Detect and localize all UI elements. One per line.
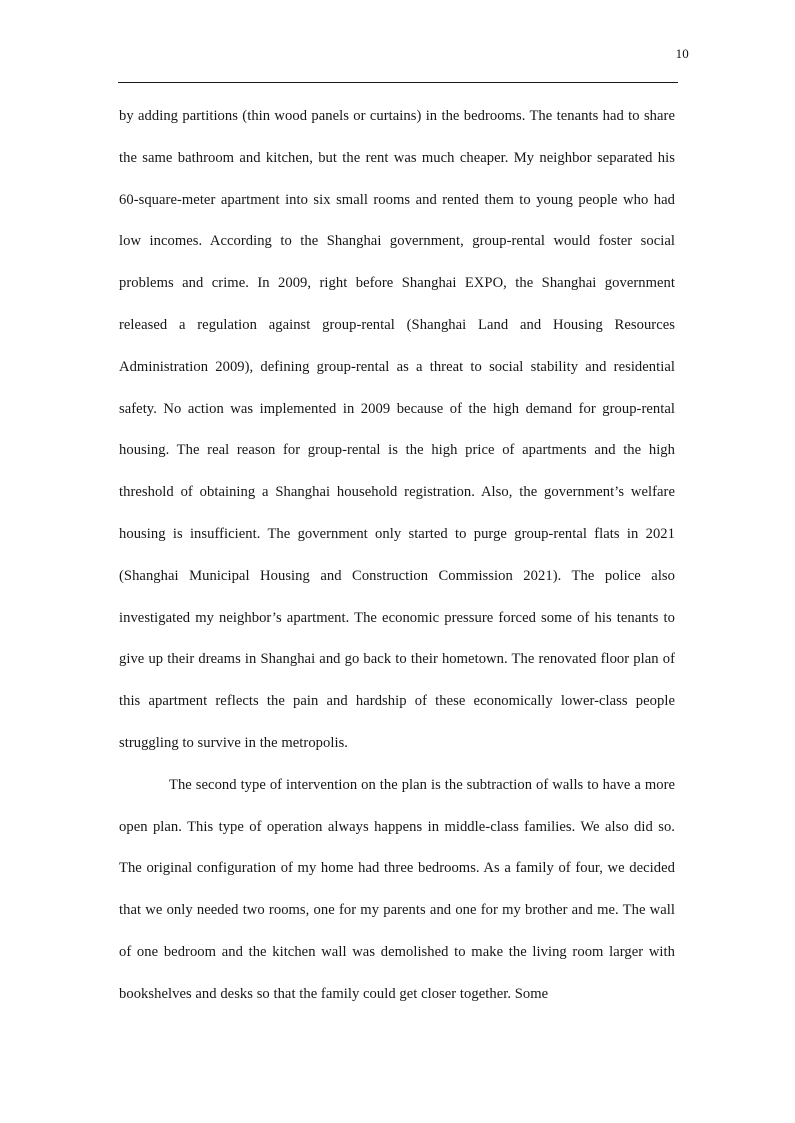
page-number: 10: [675, 46, 689, 61]
paragraph: by adding partitions (thin wood panels or curtains) in the bedrooms. The tenants had to share the same bathroom and kitchen, but the rent was much cheaper. My neighbor separated his 60-square-meter apartment into six small rooms and rented them to young people who had low incomes. According to the Shanghai government, group-rental would foster social problems and crime. In 2009, right before Shanghai EXPO, the Shanghai government released a regulation against group-rental (Shanghai Land and Housing Resources Administration 2009), defining group-rental as a threat to social stability and residential safety. No action was implemented in 2009 because of the high demand for group-rental housing. The real reason for group-rental is the high price of apartments and the high threshold of obtaining a Shanghai household registration. Also, the government’s welfare housing is insufficient. The government only started to purge group-rental flats in 2021 (Shanghai Municipal Housing and Construction Commission 2021). The police also investigated my neighbor’s apartment. The economic pressure forced some of his tenants to give up their dreams in Shanghai and go back to their hometown. The renovated floor plan of this apartment reflects the pain and hardship of these economically lower-class people struggling to survive in the metropolis.: [119, 108, 675, 751]
paragraph: The second type of intervention on the plan is the subtraction of walls to have a more open plan. This type of operation always happens in middle-class families. We also did so. The original configuration of my home had three bedrooms. As a family of four, we decided that we only needed two rooms, one for my parents and one for my brother and me. The wall of one bedroom and the kitchen wall was demolished to make the living room larger with bookshelves and desks so that the family could get closer together. Some: [119, 776, 675, 1002]
body-text: [119, 96, 675, 1016]
header-divider: [118, 82, 678, 83]
